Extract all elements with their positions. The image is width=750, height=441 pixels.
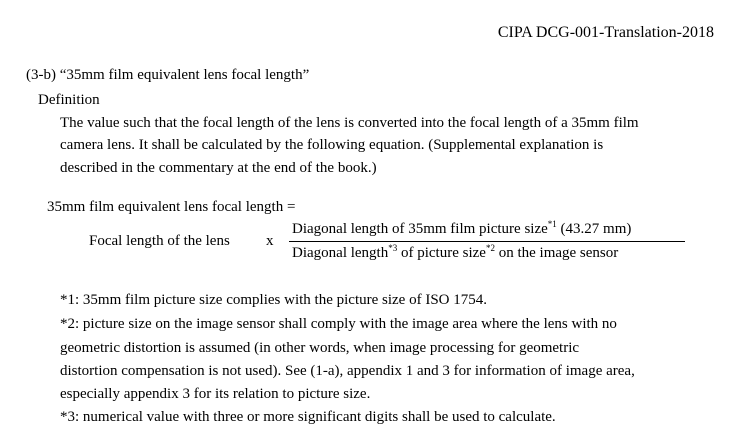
footnote-2-line-3: distortion compensation is not used). See (1-a), appendix 1 and 3 for information of image area,	[60, 363, 635, 379]
footnote-ref-1: *1	[547, 219, 557, 229]
equation-lhs: Focal length of the lens	[89, 233, 230, 249]
footnote-2-line-4: especially appendix 3 for its relation to picture size.	[60, 386, 371, 402]
definition-paragraph-line-3: described in the commentary at the end of the book.)	[60, 160, 377, 176]
numerator-text: Diagonal length of 35mm film picture size	[292, 221, 548, 237]
denominator-text-a: Diagonal length	[292, 245, 389, 261]
equation-multiply-sign: x	[266, 233, 274, 249]
footnote-3: *3: numerical value with three or more significant digits shall be used to calculate.	[60, 409, 556, 425]
footnote-2-line-1: *2: picture size on the image sensor shall comply with the image area where the lens with no	[60, 316, 617, 332]
section-title: (3-b) “35mm film equivalent lens focal length”	[26, 67, 310, 83]
footnote-ref-2: *2	[485, 243, 495, 253]
document-header: CIPA DCG-001-Translation-2018	[497, 24, 714, 41]
equation-label: 35mm film equivalent lens focal length =	[47, 199, 296, 215]
denominator-text-b: of picture size	[397, 245, 486, 261]
denominator-text-c: on the image sensor	[494, 245, 619, 261]
footnote-2-line-2: geometric distortion is assumed (in other words, when image processing for geometric	[60, 340, 580, 356]
definition-paragraph-line-1: The value such that the focal length of the lens is converted into the focal length of a 35mm film	[60, 115, 639, 131]
numerator-value: (43.27 mm)	[556, 221, 632, 237]
fraction-line	[289, 241, 685, 242]
definition-label: Definition	[38, 92, 100, 108]
footnote-1: *1: 35mm film picture size complies with the picture size of ISO 1754.	[60, 292, 487, 308]
definition-paragraph-line-2: camera lens. It shall be calculated by the following equation. (Supplemental explanation is	[60, 137, 604, 153]
footnote-ref-3: *3	[388, 243, 398, 253]
equation-numerator	[292, 221, 631, 238]
equation-denominator	[292, 245, 618, 262]
